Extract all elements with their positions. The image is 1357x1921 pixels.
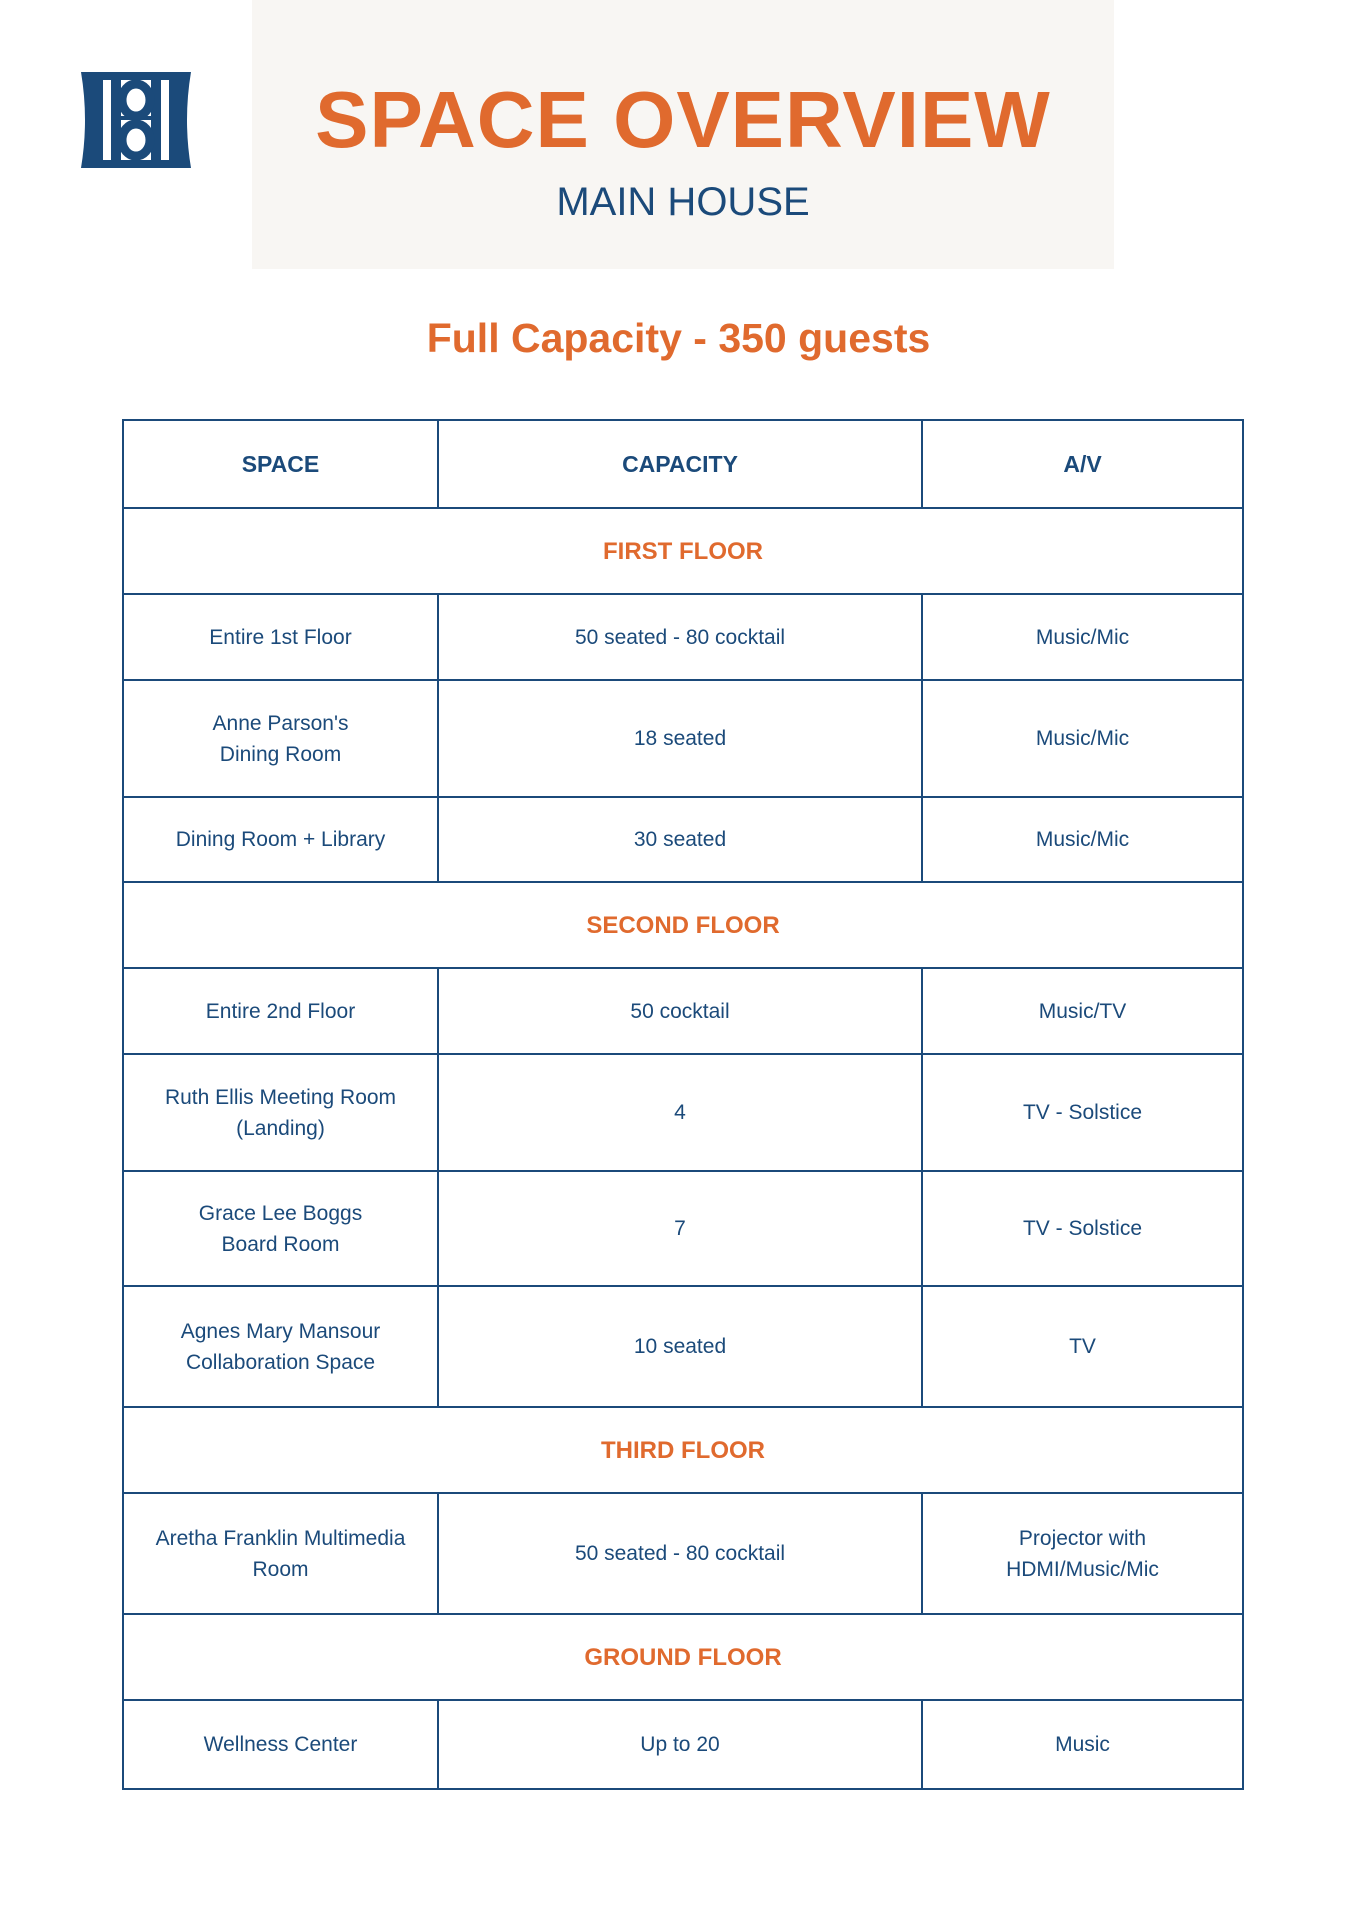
cell-space: Agnes Mary Mansour Collaboration Space (123, 1286, 438, 1407)
cell-av: TV - Solstice (922, 1171, 1243, 1286)
cell-av: Music/Mic (922, 680, 1243, 797)
cell-space: Entire 1st Floor (123, 594, 438, 680)
page-title: SPACE OVERVIEW (315, 75, 1051, 164)
floor-row (123, 1407, 1243, 1493)
logo-icon (81, 72, 191, 168)
floor-heading: THIRD FLOOR (123, 1407, 1243, 1493)
cell-space: Ruth Ellis Meeting Room (Landing) (123, 1054, 438, 1171)
capacity-heading: Full Capacity - 350 guests (426, 315, 931, 361)
cell-space: Anne Parson's Dining Room (123, 680, 438, 797)
cell-av: Music/Mic (922, 797, 1243, 882)
cell-capacity: 50 seated - 80 cocktail (438, 1493, 922, 1614)
cell-capacity: 50 cocktail (438, 968, 922, 1054)
cell-av: Projector with HDMI/Music/Mic (922, 1493, 1243, 1614)
cell-av: TV - Solstice (922, 1054, 1243, 1171)
cell-space: Grace Lee Boggs Board Room (123, 1171, 438, 1286)
cell-av: Music/Mic (922, 594, 1243, 680)
column-header-capacity: CAPACITY (438, 420, 922, 508)
cell-capacity: 7 (438, 1171, 922, 1286)
table-row (123, 1171, 1243, 1286)
cell-av: TV (922, 1286, 1243, 1407)
cell-av: Music (922, 1700, 1243, 1789)
floor-heading: GROUND FLOOR (123, 1614, 1243, 1700)
floor-heading: FIRST FLOOR (123, 508, 1243, 594)
cell-space: Dining Room + Library (123, 797, 438, 882)
floor-row (123, 508, 1243, 594)
floor-heading: SECOND FLOOR (123, 882, 1243, 968)
table-row (123, 1493, 1243, 1614)
cell-capacity: Up to 20 (438, 1700, 922, 1789)
table-row (123, 680, 1243, 797)
cell-av: Music/TV (922, 968, 1243, 1054)
floor-row (123, 1614, 1243, 1700)
table-row (123, 968, 1243, 1054)
floor-row (123, 882, 1243, 968)
page-subtitle: MAIN HOUSE (556, 180, 810, 224)
cell-capacity: 10 seated (438, 1286, 922, 1407)
table-row (123, 594, 1243, 680)
column-header-space: SPACE (123, 420, 438, 508)
table-row (123, 1700, 1243, 1789)
space-table (122, 419, 1244, 1790)
cell-capacity: 50 seated - 80 cocktail (438, 594, 922, 680)
cell-space: Wellness Center (123, 1700, 438, 1789)
cell-capacity: 4 (438, 1054, 922, 1171)
table-row (123, 797, 1243, 882)
cell-capacity: 18 seated (438, 680, 922, 797)
table-header-row (123, 420, 1243, 508)
cell-space: Entire 2nd Floor (123, 968, 438, 1054)
table-row (123, 1054, 1243, 1171)
column-header-av: A/V (922, 420, 1243, 508)
cell-capacity: 30 seated (438, 797, 922, 882)
cell-space: Aretha Franklin Multimedia Room (123, 1493, 438, 1614)
table-row (123, 1286, 1243, 1407)
